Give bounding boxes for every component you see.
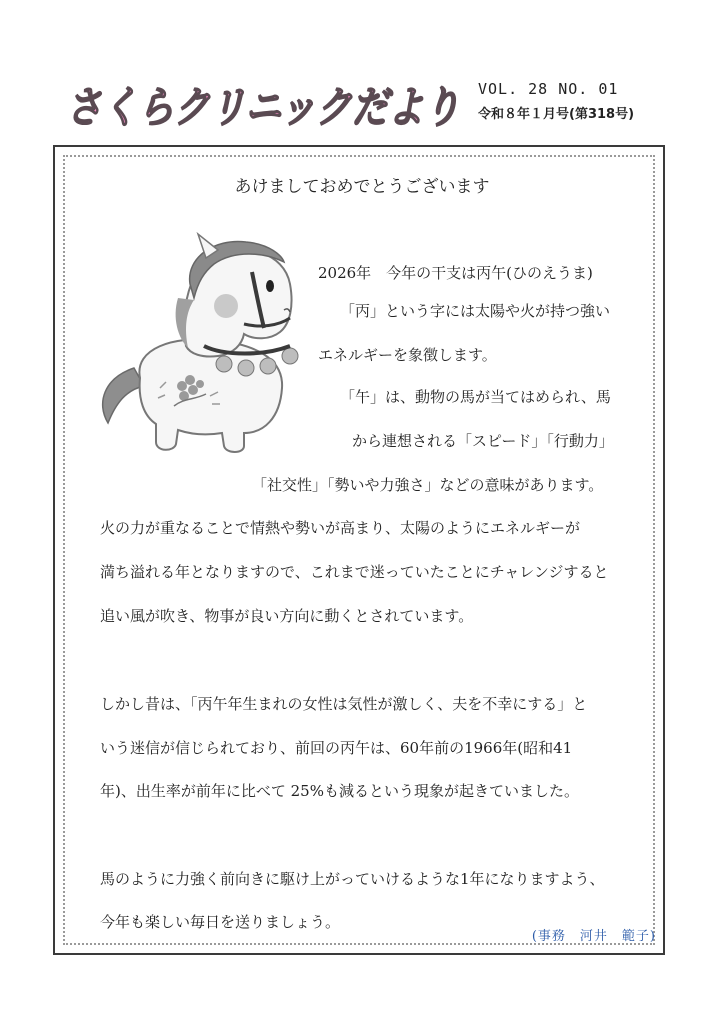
article-line-7: 火の力が重なることで情熱や勢いが高まり、太陽のようにエネルギーが	[100, 519, 581, 537]
article-line-12: 年)、出生率が前年に比べて 25%も減るという現象が起きていました。	[100, 782, 579, 800]
newsletter-title-text: さくらクリニックだより	[66, 83, 460, 133]
horse-illustration	[94, 228, 314, 468]
article-line-13: 馬のように力強く前向きに駆け上がっていけるような1年になりますよう、	[100, 870, 605, 888]
article-line-2: 「丙」という字には太陽や火が持つ強い	[340, 302, 611, 320]
article-line-10: しかし昔は、「丙午年生まれの女性は気性が激しく、夫を不幸にする」と	[100, 695, 588, 713]
article-line-9: 追い風が吹き、物事が良い方向に動くとされています。	[100, 607, 474, 625]
article-line-4: 「午」は、動物の馬が当てはめられ、馬	[340, 388, 611, 406]
article-line-6: 「社交性」「勢いや力強さ」などの意味があります。	[252, 476, 604, 494]
article-line-1: 2026年 今年の干支は丙午(ひのえうま)	[318, 264, 593, 282]
article-line-11: いう迷信が信じられており、前回の丙午は、60年前の1966年(昭和41	[100, 739, 573, 757]
issue-volume: VOL. 28 NO. 01	[478, 80, 619, 98]
article-line-14: 今年も楽しい毎日を送りましょう。	[100, 913, 341, 931]
article-line-5: から連想される「スピード」「行動力」	[352, 432, 614, 450]
greeting-heading: あけましておめでとうございます	[234, 177, 490, 197]
article-line-8: 満ち溢れる年となりますので、これまで迷っていたことにチャレンジすると	[100, 563, 609, 581]
newsletter-title	[64, 60, 464, 138]
author-signature: (事務 河井 範子)	[531, 929, 656, 944]
article-line-3: エネルギーを象徴します。	[318, 346, 497, 364]
issue-date: 令和８年１月号(第318号)	[478, 107, 635, 122]
